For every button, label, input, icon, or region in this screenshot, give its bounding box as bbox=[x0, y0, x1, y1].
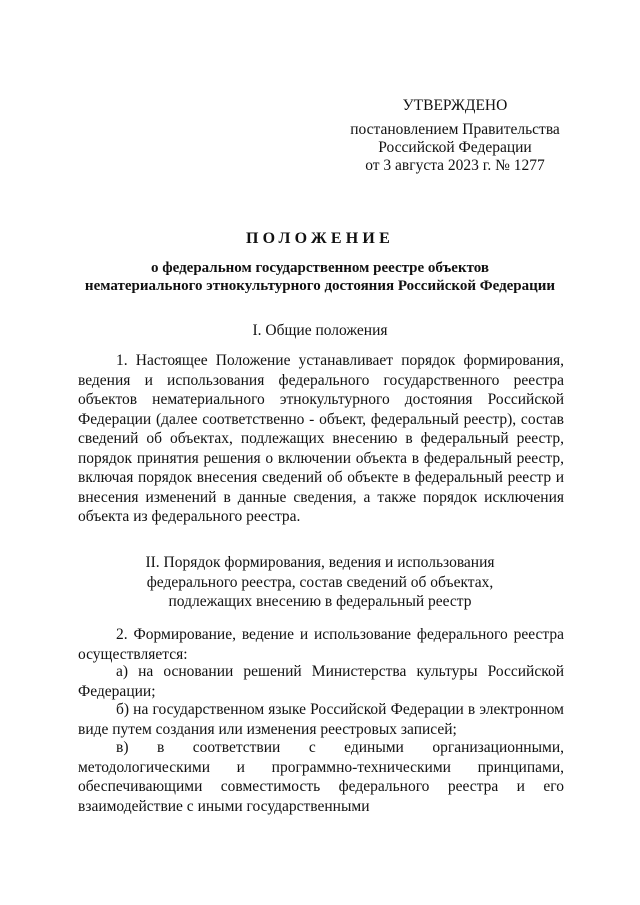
document-subtitle-line-2: нематериального этнокультурного достояния Российской Федерации bbox=[84, 278, 556, 294]
section-2-heading-line-2: федерального реестра, состав сведений об объектах, bbox=[146, 573, 494, 591]
approval-stamp bbox=[330, 97, 580, 175]
paragraph-2c: в) в соответствии с едиными организационными, методологическими и программно-техническими принципами, обеспечивающими совместимость федерального реестра и его взаимодействие с иными государственными bbox=[78, 739, 564, 815]
paragraph-2b: б) на государственном языке Российской Федерации в электронном виде путем создания или изменения реестровых записей; bbox=[78, 701, 564, 738]
approval-line-3: от 3 августа 2023 г. № 1277 bbox=[365, 157, 545, 174]
approval-line-1: постановлением Правительства bbox=[350, 121, 560, 138]
paragraph-1: 1. Настоящее Положение устанавливает порядок формирования, ведения и использования федерального государственного реестра объектов нематериального этнокультурного достояния Российской Федерации (далее соответственно - объект, федеральный реестр), состав сведений об объектах, подлежащих внесению в федеральный реестр, порядок принятия решения о включении объекта в федеральный реестр, включая порядок внесения сведений об объекте в федеральный реестр и внесения изменений в данные сведения, а также порядок исключения объекта из федерального реестра. bbox=[78, 352, 564, 525]
paragraph-2a: а) на основании решений Министерства культуры Российской Федерации; bbox=[78, 663, 564, 700]
paragraph-2: 2. Формирование, ведение и использование федерального реестра осуществляется: bbox=[78, 626, 564, 663]
document-title: ПОЛОЖЕНИЕ bbox=[246, 230, 394, 247]
document-subtitle-line-1: о федеральном государственном реестре объектов bbox=[151, 260, 489, 276]
section-2-heading-line-3: подлежащих внесению в федеральный реестр bbox=[168, 593, 472, 610]
approval-stamp-title: УТВЕРЖДЕНО bbox=[402, 97, 508, 114]
approval-line-2: Российской Федерации bbox=[378, 139, 532, 156]
section-2-heading bbox=[60, 553, 580, 612]
section-2-heading-line-1: II. Порядок формирования, ведения и использования bbox=[145, 554, 495, 571]
section-1-heading: I. Общие положения bbox=[252, 322, 388, 339]
document-title-block bbox=[60, 229, 580, 295]
